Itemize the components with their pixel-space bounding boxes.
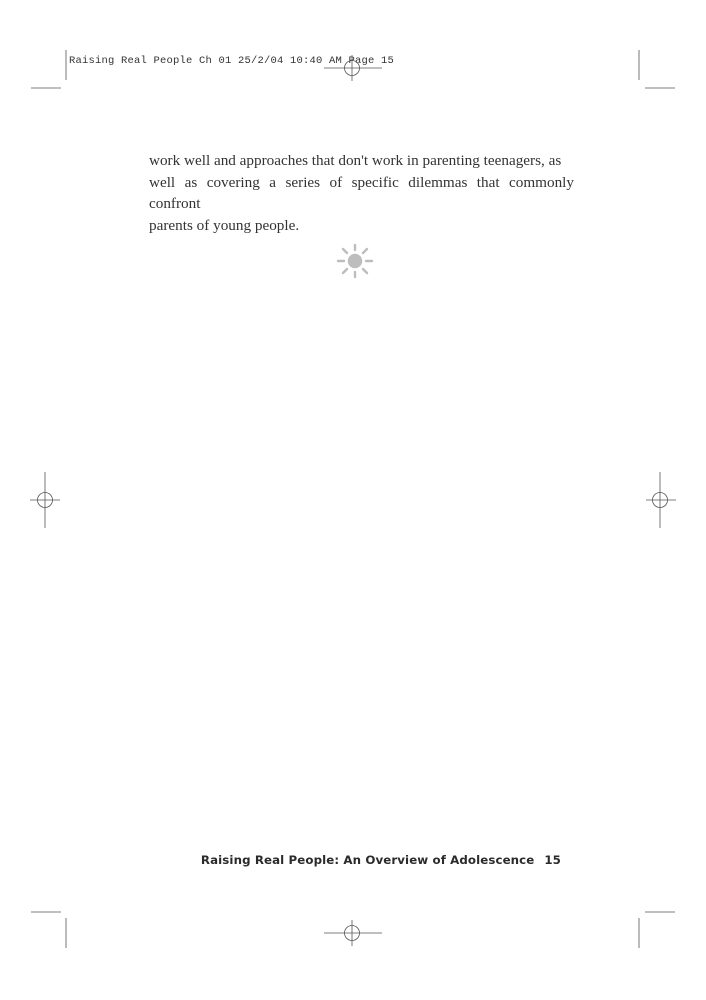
- running-footer: [201, 853, 561, 867]
- registration-mark-left: [30, 472, 60, 528]
- body-line: parents of young people.: [149, 216, 300, 234]
- printer-slug: Raising Real People Ch 01 25/2/04 10:40 AM Page 15: [69, 55, 395, 67]
- registration-mark-top: [324, 55, 382, 81]
- body-line: well as covering a series of specific dilemmas that commonly confront: [149, 173, 574, 212]
- body-paragraph: [149, 150, 574, 236]
- body-line: work well and approaches that don't work in parenting teenagers, as: [149, 152, 562, 169]
- sun-icon: [335, 243, 375, 279]
- registration-mark-bottom: [324, 920, 382, 946]
- running-title: Raising Real People: An Overview of Adolescence: [200, 853, 535, 867]
- page-number: 15: [544, 853, 561, 867]
- registration-mark-right: [646, 472, 676, 528]
